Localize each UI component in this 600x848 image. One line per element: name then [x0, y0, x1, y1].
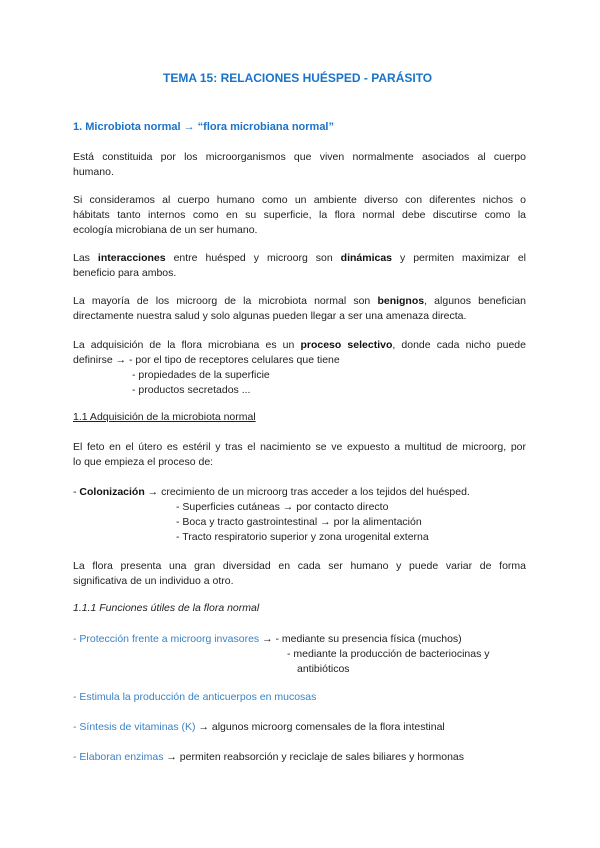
funcion-1-line-1: - Protección frente a microorg invasores → - mediante su presencia física (muchos): [73, 633, 462, 645]
paragraph-6-line-2: lo que empieza el proceso de:: [73, 456, 214, 468]
colonizacion-item-2: - Boca y tracto gastrointestinal → por la alimentación: [176, 516, 422, 528]
paragraph-6-line-1: El feto en el útero es estéril y tras el nacimiento se ve expuesto a multitud de microorg, por: [73, 441, 526, 453]
colonizacion-item-1: - Superficies cutáneas → por contacto directo: [176, 501, 389, 513]
paragraph-4-line-1: La mayoría de los microorg de la microbiota normal son benignos, algunos benefician: [73, 295, 526, 307]
paragraph-3-line-1: Las interacciones entre huésped y microorg son dinámicas y permiten maximizar el: [73, 252, 526, 264]
section-heading-1-1: 1.1 Adquisición de la microbiota normal: [73, 411, 256, 423]
paragraph-1-line-2: humano.: [73, 166, 114, 178]
funcion-1-line-3: antibióticos: [297, 663, 350, 675]
paragraph-5-line-1: La adquisición de la flora microbiana es un proceso selectivo, donde cada nicho puede: [73, 339, 526, 351]
paragraph-5-line-4: - productos secretados ...: [132, 384, 251, 396]
funcion-3: - Síntesis de vitaminas (K) → algunos microorg comensales de la flora intestinal: [73, 721, 445, 733]
paragraph-2-line-3: ecología microbiana de un ser humano.: [73, 224, 258, 236]
colonizacion-item-3: - Tracto respiratorio superior y zona urogenital externa: [176, 531, 429, 543]
paragraph-4-line-2: directamente nuestra salud y solo algunas pueden llegar a ser una amenaza directa.: [73, 310, 467, 322]
funcion-4: - Elaboran enzimas → permiten reabsorción y reciclaje de sales biliares y hormonas: [73, 751, 465, 763]
paragraph-5-line-2: definirse → - por el tipo de receptores celulares que tiene: [73, 354, 340, 366]
paragraph-1-line-1: Está constituida por los microorganismos que viven normalmente asociados al cuerpo: [73, 151, 526, 163]
paragraph-2-line-1: Si consideramos al cuerpo humano como un ambiente diverso con diferentes nichos o: [73, 194, 526, 206]
paragraph-3-line-2: beneficio para ambos.: [73, 267, 177, 279]
colonizacion-line: - Colonización → crecimiento de un microorg tras acceder a los tejidos del huésped.: [73, 486, 470, 498]
paragraph-2-line-2: hábitats tanto internos como en su superficie, la flora normal debe discutirse como la: [73, 209, 526, 221]
funcion-2: - Estimula la producción de anticuerpos en mucosas: [73, 691, 317, 703]
paragraph-7-line-1: La flora presenta una gran diversidad en cada ser humano y puede variar de forma: [73, 560, 526, 572]
paragraph-7-line-2: significativa de un individuo a otro.: [73, 575, 234, 587]
section-heading-1: 1. Microbiota normal → “flora microbiana normal”: [73, 121, 334, 133]
funcion-1-line-2: - mediante la producción de bacteriocinas y: [287, 648, 490, 660]
page-title: TEMA 15: RELACIONES HUÉSPED - PARÁSITO: [163, 71, 433, 85]
paragraph-5-line-3: - propiedades de la superficie: [132, 369, 270, 381]
section-heading-1-1-1: 1.1.1 Funciones útiles de la flora normal: [73, 602, 260, 614]
